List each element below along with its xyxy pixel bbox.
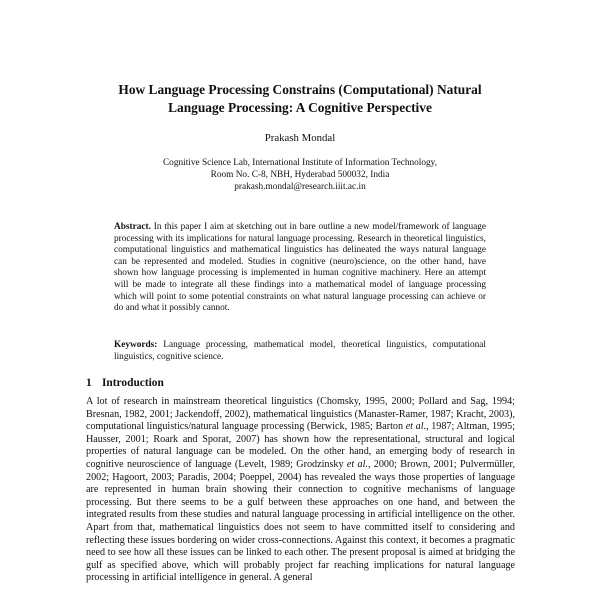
- affiliation-block: [120, 157, 480, 194]
- author-email: prakash.mondal@research.iiit.ac.in: [234, 182, 366, 193]
- keywords-text: Language processing, mathematical model, theoretical linguistics, computational linguistics, cognitive science.: [114, 340, 486, 362]
- author-name: Prakash Mondal: [264, 132, 336, 144]
- keywords: [114, 340, 486, 363]
- section-heading: [86, 376, 164, 390]
- keywords-label: Keywords:: [114, 340, 158, 350]
- et-al-citation-2: et al.: [346, 458, 368, 470]
- abstract-text: In this paper I aim at sketching out in bare outline a new model/framework of language processing with its implications for natural language processing. Research in theoretical linguistics, computational linguistics and mathematical linguistics has delineated the ways natural language can be represented and modeled. Studies in cognitive (neuro)science, on the other hand, have shown how language processing is implemented in human cognitive machinery. Here an attempt will be made to integrate all these findings into a mathematical model of language processing which will point to some potential constraints on what natural language processing can achieve or do and what it possibly cannot.: [114, 222, 486, 314]
- abstract: [114, 222, 486, 315]
- paper-title: How Language Processing Constrains (Computational) Natural Language Processing: A Cognitive Perspective: [118, 82, 482, 115]
- intro-paragraph: [86, 396, 515, 585]
- affiliation-line-1: Cognitive Science Lab, International Institute of Information Technology,: [162, 158, 438, 168]
- intro-text-part-3: , 2000; Brown, 2001; Pulvermüller, 2002; Hagoort, 2003; Paradis, 2004; Poeppel, 2004) has revealed the ways those properties of language are represented in human brain showing their connection to cognitive mechanisms of language processing. But there seems to be a gulf between these approaches on one hand, and between the integrated results from these studies and natural language processing in artificial intelligence on the other. Apart from that, mathematical linguistics does not seem to have committed itself to considering and reflecting these issues bordering on wider cross-connections. Against this context, it becomes a pragmatic need to see how all these issues can be linked to each other. The present proposal is aimed at bridging the gulf as specified above, which will probably project far reaching implications for natural language processing in artificial intelligence in general. A general: [86, 458, 515, 584]
- intro-text-part-1: A lot of research in mainstream theoretical linguistics (Chomsky, 1995, 2000; Pollard and Sag, 1994; Bresnan, 1982, 2001; Jackendoff, 2002), mathematical linguistics (Manaster-Ramer, 1987; Kracht, 2003), computational linguistics/natural language processing (Berwick, 1985; Barton: [86, 396, 515, 433]
- section-title: Introduction: [102, 377, 164, 389]
- abstract-label: Abstract.: [114, 222, 151, 232]
- section-number: 1: [86, 377, 92, 389]
- affiliation-line-2: Room No. C-8, NBH, Hyderabad 500032, India: [210, 170, 390, 181]
- et-al-citation-1: et al: [405, 421, 424, 433]
- intro-text-part-2: ., 1987; Altman, 1995; Hausser, 2001; Roark and Sporat, 2007) has shown how the representational, structural and logical properties of natural language can be modeled. On the other hand, an emerging body of research in cognitive neuroscience of language (Levelt, 1989; Grodzinsky: [86, 421, 516, 470]
